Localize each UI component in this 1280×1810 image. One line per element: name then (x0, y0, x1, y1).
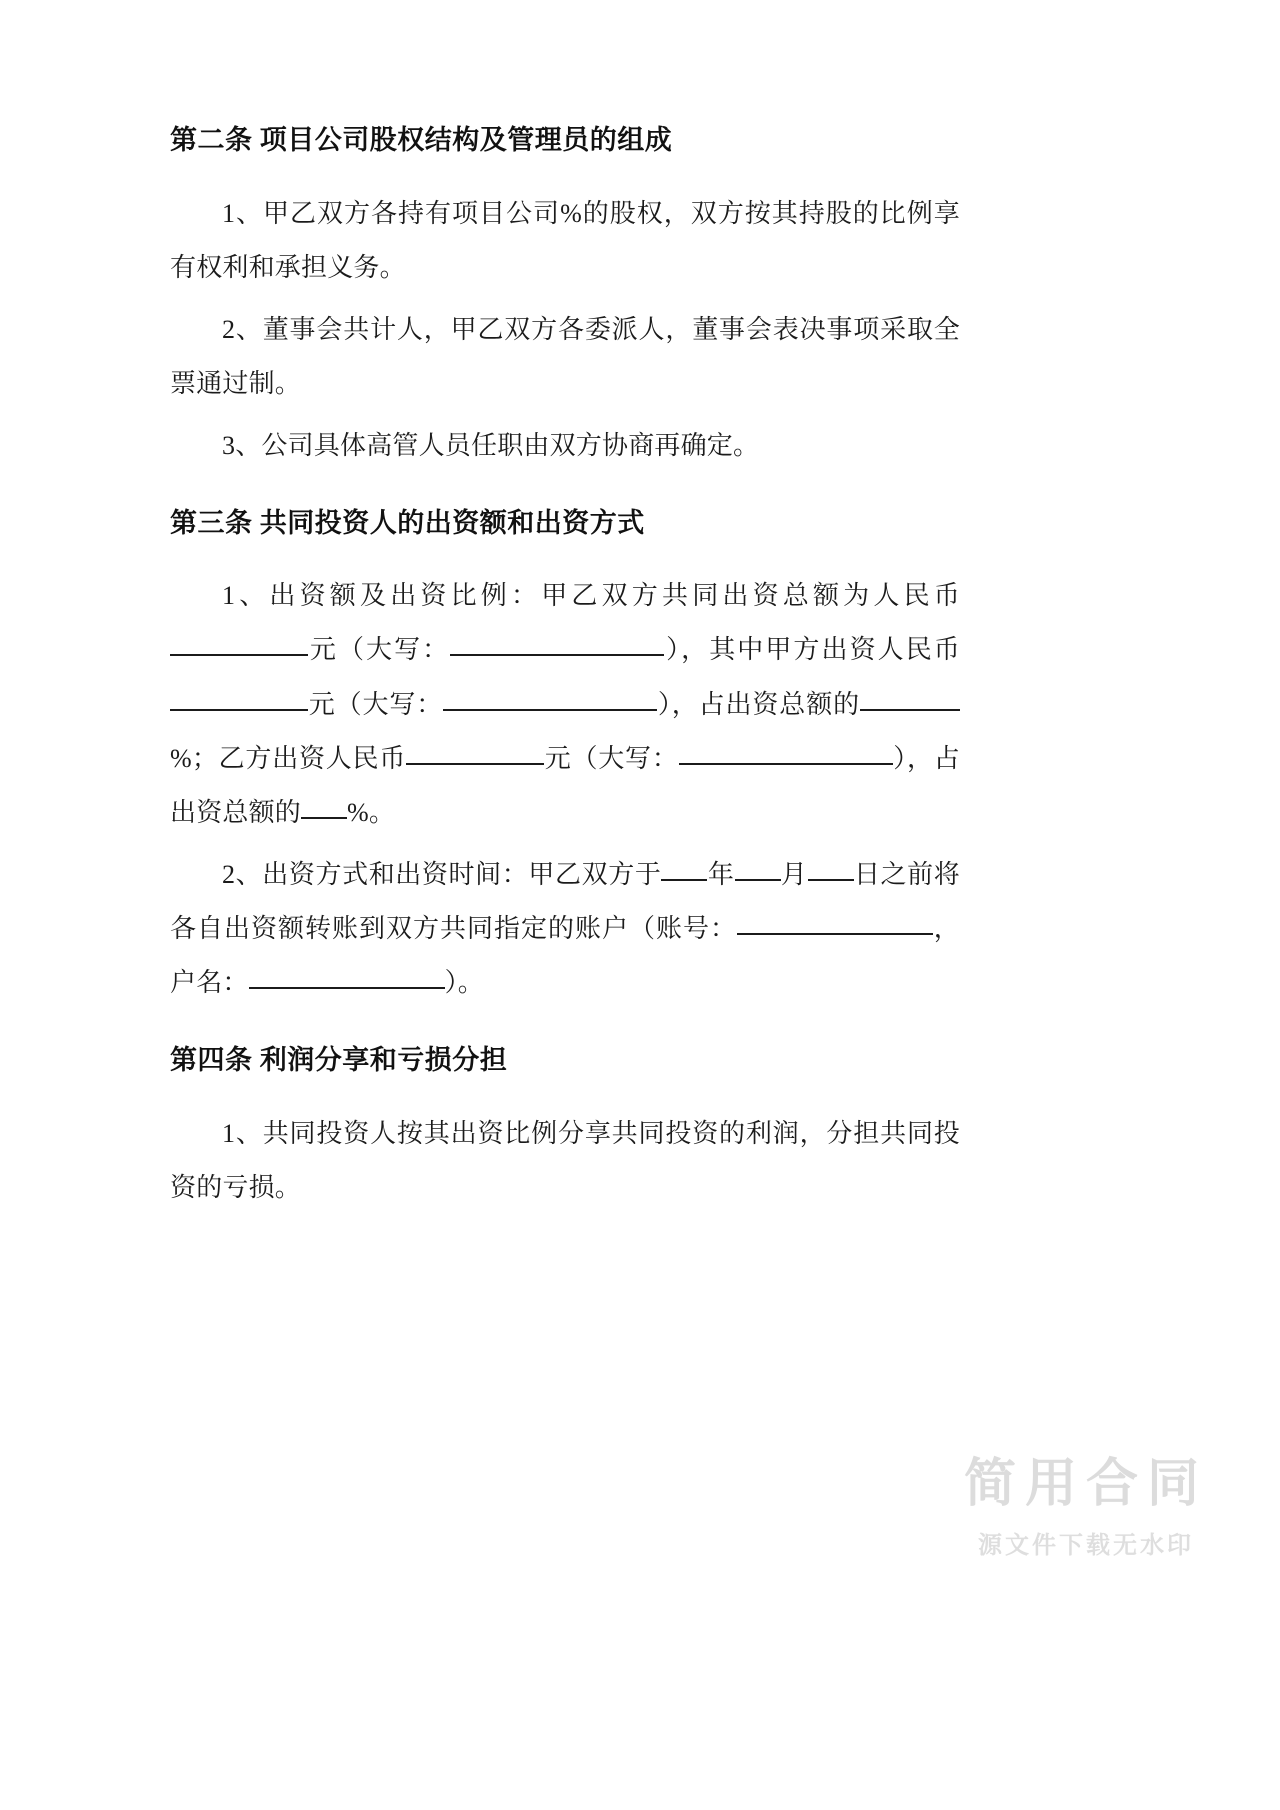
clause-2-item-3: 3、公司具体高管人员任职由双方协商再确定。 (222, 430, 760, 460)
paragraph-text: 日之前将各自出资额转账到双方共同指定的账户（账号： (170, 859, 960, 943)
clause-2-item-2: 2、董事会共计人，甲乙双方各委派人，董事会表决事项采取全票通过制。 (170, 314, 960, 398)
paragraph-text: 元（大写： (544, 743, 679, 773)
fill-in-blank (443, 689, 657, 711)
paragraph-text: ），占出资总额的 (657, 689, 860, 719)
fill-in-blank (737, 913, 933, 935)
paragraph-text: 2、出资方式和出资时间：甲乙双方于 (222, 859, 662, 889)
clause-4-heading: 第四条 利润分享和亏损分担 (170, 1045, 508, 1076)
paragraph-text: %；乙方出资人民币 (170, 743, 407, 773)
fill-in-blank (170, 689, 308, 711)
watermark-subtitle: 源文件下载无水印 (977, 1532, 1194, 1559)
clause-3-item-2 (170, 848, 960, 1010)
paragraph-text: 1、出资额及出资比例：甲乙双方共同出资总额为人民币 (222, 581, 960, 611)
paragraph-text: 元（大写： (308, 635, 451, 665)
fill-in-blank (249, 967, 445, 989)
paragraph-text: ），其中甲方出资人民币 (664, 635, 960, 665)
clause-4-item-1: 1、共同投资人按其出资比例分享共同投资的利润，分担共同投资的亏损。 (170, 1118, 960, 1202)
paragraph-text: %。 (347, 797, 396, 827)
watermark-title: 简用合同 (963, 1455, 1208, 1514)
fill-in-blank (406, 743, 544, 765)
watermark (964, 1455, 1208, 1560)
fill-in-blank (860, 689, 960, 711)
document-body (170, 120, 960, 1223)
clause-3-item-1 (170, 569, 960, 839)
paragraph-text: 元（大写： (308, 689, 444, 719)
paragraph-text: ）。 (444, 967, 485, 997)
fill-in-blank (450, 634, 664, 656)
fill-in-blank (661, 859, 707, 881)
paragraph-text: 月 (780, 859, 808, 889)
fill-in-blank (679, 743, 893, 765)
paragraph-text: ，户名： (170, 913, 960, 997)
clause-3-heading: 第三条 共同投资人的出资额和出资方式 (170, 507, 645, 538)
fill-in-blank (301, 797, 347, 819)
clause-2-heading: 第二条 项目公司股权结构及管理员的组成 (170, 125, 673, 155)
clause-2-item-1: 1、甲乙双方各持有项目公司%的股权，双方按其持股的比例享有权利和承担义务。 (170, 198, 960, 282)
fill-in-blank (735, 859, 781, 881)
fill-in-blank (808, 859, 854, 881)
paragraph-text: 年 (707, 859, 735, 889)
fill-in-blank (170, 634, 308, 656)
paragraph-text: ），占出资总额的 (170, 743, 960, 827)
